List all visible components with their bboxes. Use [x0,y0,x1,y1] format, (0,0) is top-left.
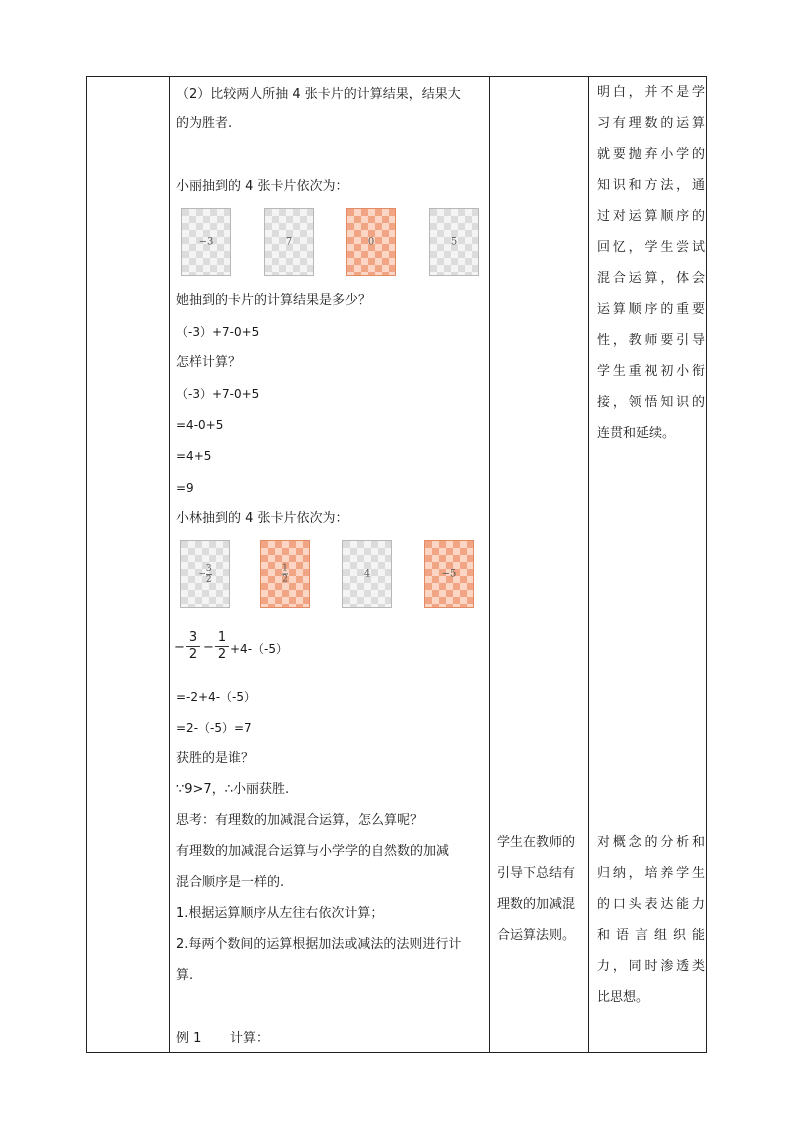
card [180,540,230,608]
card-denominator: 2 [205,575,212,585]
expression-tail: +4-（-5） [230,642,288,656]
intent-line: 连贯和延续。 [597,426,676,441]
denominator: 2 [217,647,227,662]
activity-line: 合运算法则。 [497,928,576,943]
rule-item: 算. [176,968,194,983]
intent-line: 性，教师要引导 [597,333,705,348]
card-value: 7 [285,236,293,248]
xiaoli-heading: 小丽抽到的 4 张卡片依次为： [176,179,349,194]
calc-step: =9 [176,481,194,495]
rule-item: 1.根据运算顺序从左往右依次计算； [176,906,384,921]
card [346,208,396,276]
intent-line: 和语言组织能 [597,928,705,943]
intent-line: 运算顺序的重要 [597,302,705,317]
expression: （-3）+7-0+5 [176,325,260,339]
denominator: 2 [188,647,198,662]
intent-line: 就要抛弃小学的 [597,147,705,162]
example-text: 计算： [230,1031,270,1046]
card-value: 0 [367,236,375,248]
card-fraction [181,563,229,585]
student-activity [497,827,589,951]
intent-line: 接，领悟知识的 [597,395,705,410]
card-fraction [261,564,309,585]
xiaolin-heading: 小林抽到的 4 张卡片依次为： [176,511,349,526]
column-divider [169,77,170,1052]
intent-line: 归纳，培养学生 [597,866,705,881]
calc-step: =2-（-5）=7 [176,721,252,735]
card [181,208,231,276]
think-prompt: 思考：有理数的加减混合运算，怎么算呢？ [176,813,424,828]
card [429,208,479,276]
card [264,208,314,276]
card-value: −5 [441,568,457,580]
card-value: 5 [450,236,458,248]
fraction [215,630,229,663]
intent-line: 学生重视初小衔 [597,364,705,379]
minus-sign: − [174,640,185,655]
rule-text: 有理数的加减混合运算与小学学的自然数的加减 [176,844,450,859]
calc-step: =4-0+5 [176,418,224,432]
design-intent-top [597,77,705,449]
rule-item: 2.每两个数间的运算根据加法或减法的法则进行计 [176,937,462,952]
intent-line: 过对运算顺序的 [597,209,705,224]
activity-line: 引导下总结有 [497,866,576,881]
intro-line: （2）比较两人所抽 4 张卡片的计算结果，结果大 [176,87,461,102]
intent-line: 混合运算，体会 [597,271,705,286]
intent-line: 习有理数的运算 [597,116,705,131]
card-value: −3 [198,236,214,248]
rule-text: 混合顺序是一样的. [176,875,285,890]
example-label: 例 1 [176,1031,202,1046]
card [424,540,474,608]
column-divider [489,77,490,1052]
intent-line: 力，同时渗透类 [597,959,705,974]
activity-line: 理数的加减混 [497,897,576,912]
intent-line: 对概念的分析和 [597,835,705,850]
card-denominator: 2 [282,574,288,585]
intro-line: 的为胜者. [176,116,233,131]
card-numerator: 3 [205,564,212,574]
intent-line: 比思想。 [597,990,650,1005]
question: 她抽到的卡片的计算结果是多少？ [176,293,372,308]
conclusion: ∵9>7，∴小丽获胜. [176,782,290,797]
intent-line: 回忆，学生尝试 [597,240,705,255]
fraction [186,630,200,663]
intent-line: 明白，并不是学 [597,85,705,100]
card [342,540,392,608]
design-intent-bottom [597,827,705,1013]
numerator: 3 [186,630,200,647]
calc-step: （-3）+7-0+5 [176,387,260,401]
card-numerator: 1 [282,563,288,574]
question: 怎样计算？ [176,355,242,370]
card-sign: − [198,569,206,580]
card [260,540,310,608]
numerator: 1 [215,630,229,647]
calc-step: =4+5 [176,449,212,463]
calc-step: =-2+4-（-5） [176,690,257,704]
activity-line: 学生在教师的 [497,835,576,850]
question: 获胜的是谁？ [176,751,255,766]
card-value: 4 [363,568,371,580]
intent-line: 知识和方法，通 [597,178,705,193]
minus-sign: − [203,640,214,655]
intent-line: 的口头表达能力 [597,897,705,912]
